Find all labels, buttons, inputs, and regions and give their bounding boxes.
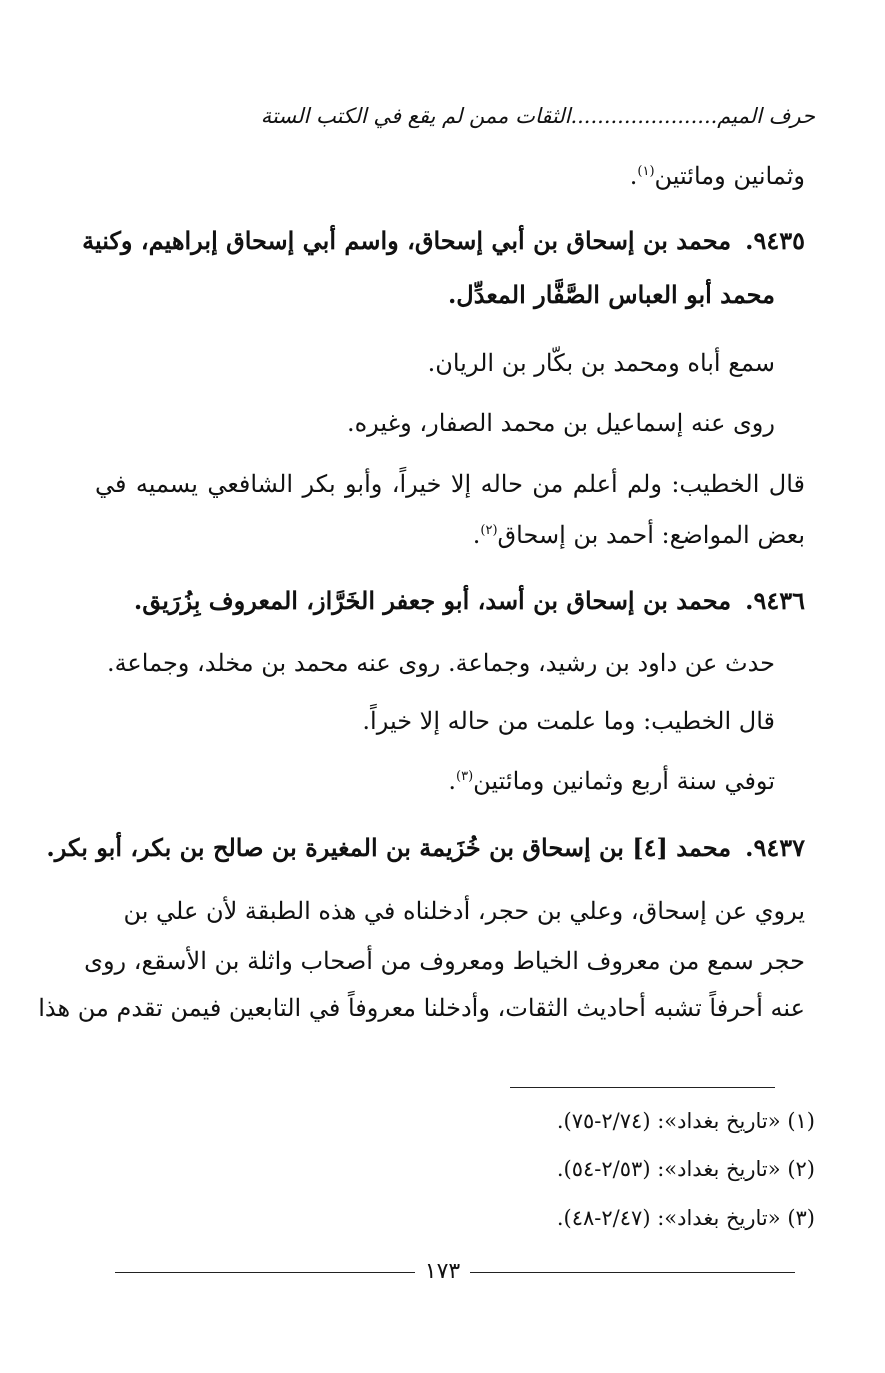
header-chapter: حرف الميم — [717, 104, 815, 128]
footnote-2: (٢) «تاريخ بغداد»: (٢/٥٣-٥٤). — [556, 1157, 815, 1181]
header-dots: ...................... — [570, 104, 718, 128]
running-header — [135, 100, 815, 132]
entry-title-9437: ٩٤٣٧.محمد [٤] بن إسحاق بن خُزَيمة بن المغيرة بن صالح بن بكر، أبو بكر. — [46, 833, 805, 862]
header-book-title: الثقات ممن لم يقع في الكتب الستة — [260, 104, 571, 128]
text-line: عنه أحرفاً تشبه أحاديث الثقات، وأدخلنا معروفاً في التابعين فيمن تقدم من هذا — [38, 994, 805, 1022]
entry-number: ٩٤٣٧. — [745, 833, 805, 862]
text-line: روى عنه إسماعيل بن محمد الصفار، وغيره. — [346, 409, 775, 437]
entry-number: ٩٤٣٦. — [745, 586, 805, 615]
footnote-separator — [510, 1087, 775, 1088]
entry-title-9435-cont: محمد أبو العباس الصَّفَّار المعدِّل. — [447, 280, 775, 309]
entry-title-9435: ٩٤٣٥.محمد بن إسحاق بن أبي إسحاق، واسم أبي إسحاق إبراهيم، وكنية — [82, 226, 805, 255]
text-line: بعض المواضع: أحمد بن إسحاق$^{(٢)}$. — [472, 521, 805, 549]
text-line: سمع أباه ومحمد بن بكّار بن الريان. — [427, 349, 775, 377]
entry-title-9436: ٩٤٣٦.محمد بن إسحاق بن أسد، أبو جعفر الخَرَّاز، المعروف بِزُرَيق. — [133, 586, 805, 615]
page-number: ١٧٣ — [0, 1257, 885, 1287]
text-line: حجر سمع من معروف الخياط ومعروف من أصحاب واثلة بن الأسقع، روى — [84, 947, 805, 975]
entry-number: ٩٤٣٥. — [745, 226, 805, 255]
footnote-ref: (٣) — [456, 769, 474, 784]
footnote-1: (١) «تاريخ بغداد»: (٢/٧٤-٧٥). — [556, 1109, 815, 1133]
text-line: قال الخطيب: وما علمت من حاله إلا خيراً. — [362, 707, 775, 735]
text-line: قال الخطيب: ولم أعلم من حاله إلا خيراً، وأبو بكر الشافعي يسميه في — [95, 470, 805, 498]
text-line: وثمانين ومائتين$^{(١)}$. — [629, 162, 805, 190]
text-line: حدث عن داود بن رشيد، وجماعة. روى عنه محمد بن مخلد، وجماعة. — [106, 649, 775, 677]
footnote-ref: (٢) — [480, 523, 498, 538]
footnote-ref: (١) — [637, 164, 655, 179]
text-line: توفي سنة أربع وثمانين ومائتين$^{(٣)}$. — [448, 767, 775, 795]
text-line: يروي عن إسحاق، وعلي بن حجر، أدخلناه في هذه الطبقة لأن علي بن — [123, 897, 805, 925]
footnote-3: (٣) «تاريخ بغداد»: (٢/٤٧-٤٨). — [556, 1206, 815, 1230]
